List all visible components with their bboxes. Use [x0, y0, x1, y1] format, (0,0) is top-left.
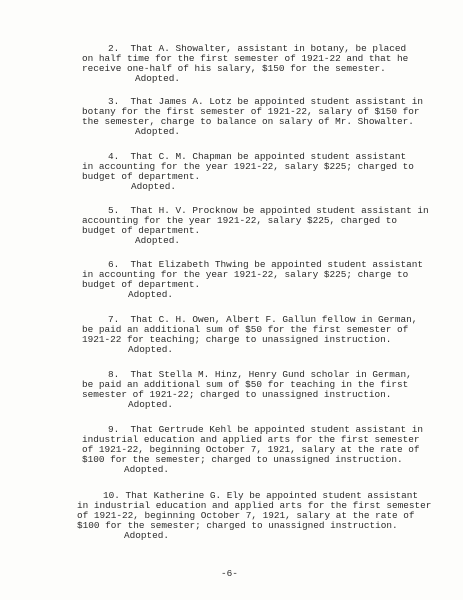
resolution-line: be paid an additional sum of $50 for teaching in the first — [82, 379, 409, 390]
resolution-line: 4. That C. M. Chapman be appointed student assistant — [108, 151, 407, 162]
resolution-line: in accounting for the year 1921-22, salary $225; charged to — [82, 161, 414, 172]
resolution-line: 3. That James A. Lotz be appointed student assistant in — [108, 96, 424, 107]
adopted-label: Adopted. — [135, 73, 181, 84]
resolution-line: on half time for the first semester of 1921-22 and that he — [82, 53, 409, 64]
adopted-label: Adopted. — [135, 235, 181, 246]
adopted-label: Adopted. — [135, 126, 181, 137]
resolution-line: $100 for the semester; charged to unassigned instruction. — [82, 454, 403, 465]
page-number: -6- — [221, 568, 238, 579]
adopted-label: Adopted. — [128, 289, 174, 300]
resolution-line: be paid an additional sum of $50 for the first semester of — [82, 324, 409, 335]
resolution-line: the semester, charge to balance on salary of Mr. Showalter. — [82, 116, 414, 127]
resolution-line: 10. That Katherine G. Ely be appointed student assistant — [103, 490, 419, 501]
resolution-line: industrial education and applied arts for the first semester — [82, 434, 420, 445]
resolution-line: 5. That H. V. Procknow be appointed student assistant in — [108, 205, 429, 216]
resolution-line: 1921-22 for teaching; charge to unassigned instruction. — [82, 334, 392, 345]
resolution-line: $100 for the semester; charged to unassigned instruction. — [77, 520, 398, 531]
resolution-line: 6. That Elizabeth Thwing be appointed student assistant — [108, 259, 424, 270]
adopted-label: Adopted. — [131, 181, 177, 192]
resolution-line: 8. That Stella M. Hinz, Henry Gund scholar in German, — [108, 369, 412, 380]
adopted-label: Adopted. — [124, 530, 170, 541]
resolution-line: of 1921-22, beginning October 7, 1921, salary at the rate of — [82, 444, 420, 455]
resolution-line: receive one-half of his salary, $150 for the semester. — [82, 63, 386, 74]
resolution-line: semester of 1921-22; charged to unassigned instruction. — [82, 389, 392, 400]
resolution-line: in industrial education and applied arts for the first semester — [77, 500, 432, 511]
resolution-line: botany for the first semester of 1921-22, salary of $150 for — [82, 106, 420, 117]
adopted-label: Adopted. — [124, 464, 170, 475]
resolution-line: budget of department. — [82, 279, 201, 290]
resolution-line: 2. That A. Showalter, assistant in botany, be placed — [108, 43, 407, 54]
adopted-label: Adopted. — [128, 399, 174, 410]
resolution-line: of 1921-22, beginning October 7, 1921, salary at the rate of — [77, 510, 415, 521]
adopted-label: Adopted. — [128, 344, 174, 355]
resolution-line: 7. That C. H. Owen, Albert F. Gallun fellow in German, — [108, 314, 418, 325]
resolution-line: budget of department. — [82, 225, 201, 236]
resolution-line: budget of department. — [82, 171, 201, 182]
resolution-line: accounting for the year 1921-22, salary $225, charged to — [82, 215, 398, 226]
resolution-line: 9. That Gertrude Kehl be appointed student assistant in — [108, 424, 424, 435]
resolution-line: in accounting for the year 1921-22, salary $225; charge to — [82, 269, 409, 280]
